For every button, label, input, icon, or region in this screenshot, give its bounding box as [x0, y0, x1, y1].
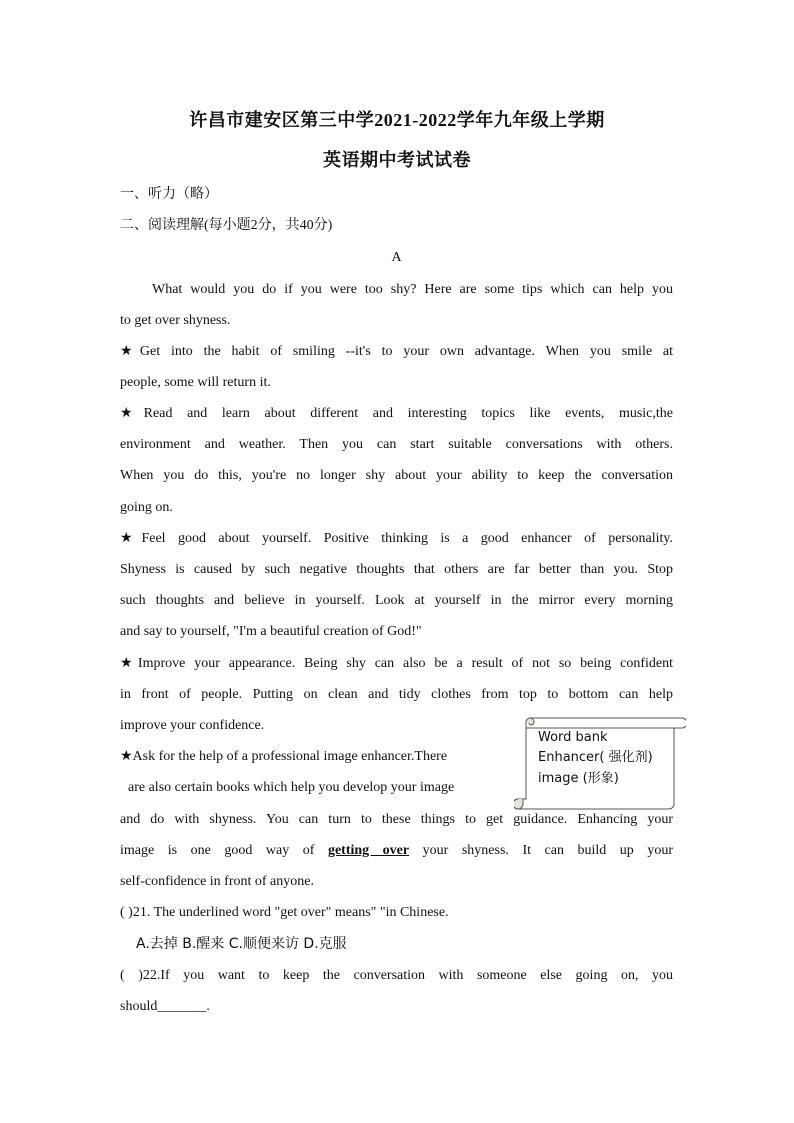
exam-title: 许昌市建安区第三中学2021-2022学年九年级上学期 [189, 110, 605, 130]
passage-line: ★Get into the habit of smiling --it's to your own advantage. When you smile at [120, 344, 673, 359]
passage-line: environment and weather. Then you can start suitable conversations with others. [120, 437, 673, 452]
passage-line: ★Read and learn about different and interesting topics like events, music,the [120, 406, 673, 421]
passage-text: image is one good way of [120, 843, 328, 858]
word-bank-entry: image (形象) [538, 771, 619, 786]
passage-line: such thoughts and believe in yourself. Look at yourself in the mirror every morning [120, 593, 673, 608]
passage-line-underlined [120, 841, 673, 861]
passage-line: When you do this, you're no longer shy about your ability to keep the conversation [120, 468, 673, 483]
passage-line: What would you do if you were too shy? Here are some tips which can help you [152, 282, 673, 297]
passage-line: are also certain books which help you develop your image [128, 780, 455, 795]
passage-line: and say to yourself, "I'm a beautiful creation of God!" [120, 624, 422, 639]
question-21: ( )21. The underlined word "get over" means" "in Chinese. [120, 905, 449, 920]
underlined-phrase: getting over [327, 843, 410, 858]
passage-line: Shyness is caused by such negative thoughts that others are far better than you. Stop [120, 562, 673, 577]
passage-line: going on. [120, 500, 173, 515]
word-bank-entry: Enhancer( 强化剂) [538, 750, 653, 765]
section-listening: 一、听力（略） [120, 187, 218, 202]
passage-line: in front of people. Putting on clean and tidy clothes from top to bottom can help [120, 687, 673, 702]
passage-line: and do with shyness. You can turn to these things to get guidance. Enhancing your [120, 812, 673, 827]
exam-subtitle: 英语期中考试试卷 [323, 150, 471, 170]
question-21-options: A.去掉 B.醒来 C.顺便来访 D.克服 [136, 936, 347, 952]
passage-line: people, some will return it. [120, 375, 271, 390]
passage-line: self-confidence in front of anyone. [120, 874, 314, 889]
question-22-continued: should_______. [120, 999, 210, 1014]
question-22: ( )22.If you want to keep the conversation with someone else going on, you [120, 968, 673, 983]
word-bank-heading: Word bank [538, 730, 608, 745]
section-reading: 二、阅读理解(每小题2分，共40分) [120, 218, 333, 233]
passage-text: your shyness. It can build up your [409, 843, 673, 858]
passage-line: ★Ask for the help of a professional image enhancer.There [120, 749, 448, 764]
passage-line: improve your confidence. [120, 718, 265, 733]
passage-line: ★Improve your appearance. Being shy can also be a result of not so being confident [120, 656, 673, 671]
passage-letter: A [391, 250, 402, 265]
passage-line: to get over shyness. [120, 313, 231, 328]
word-bank-scroll [514, 708, 686, 812]
passage-line: ★Feel good about yourself. Positive thinking is a good enhancer of personality. [120, 531, 673, 546]
